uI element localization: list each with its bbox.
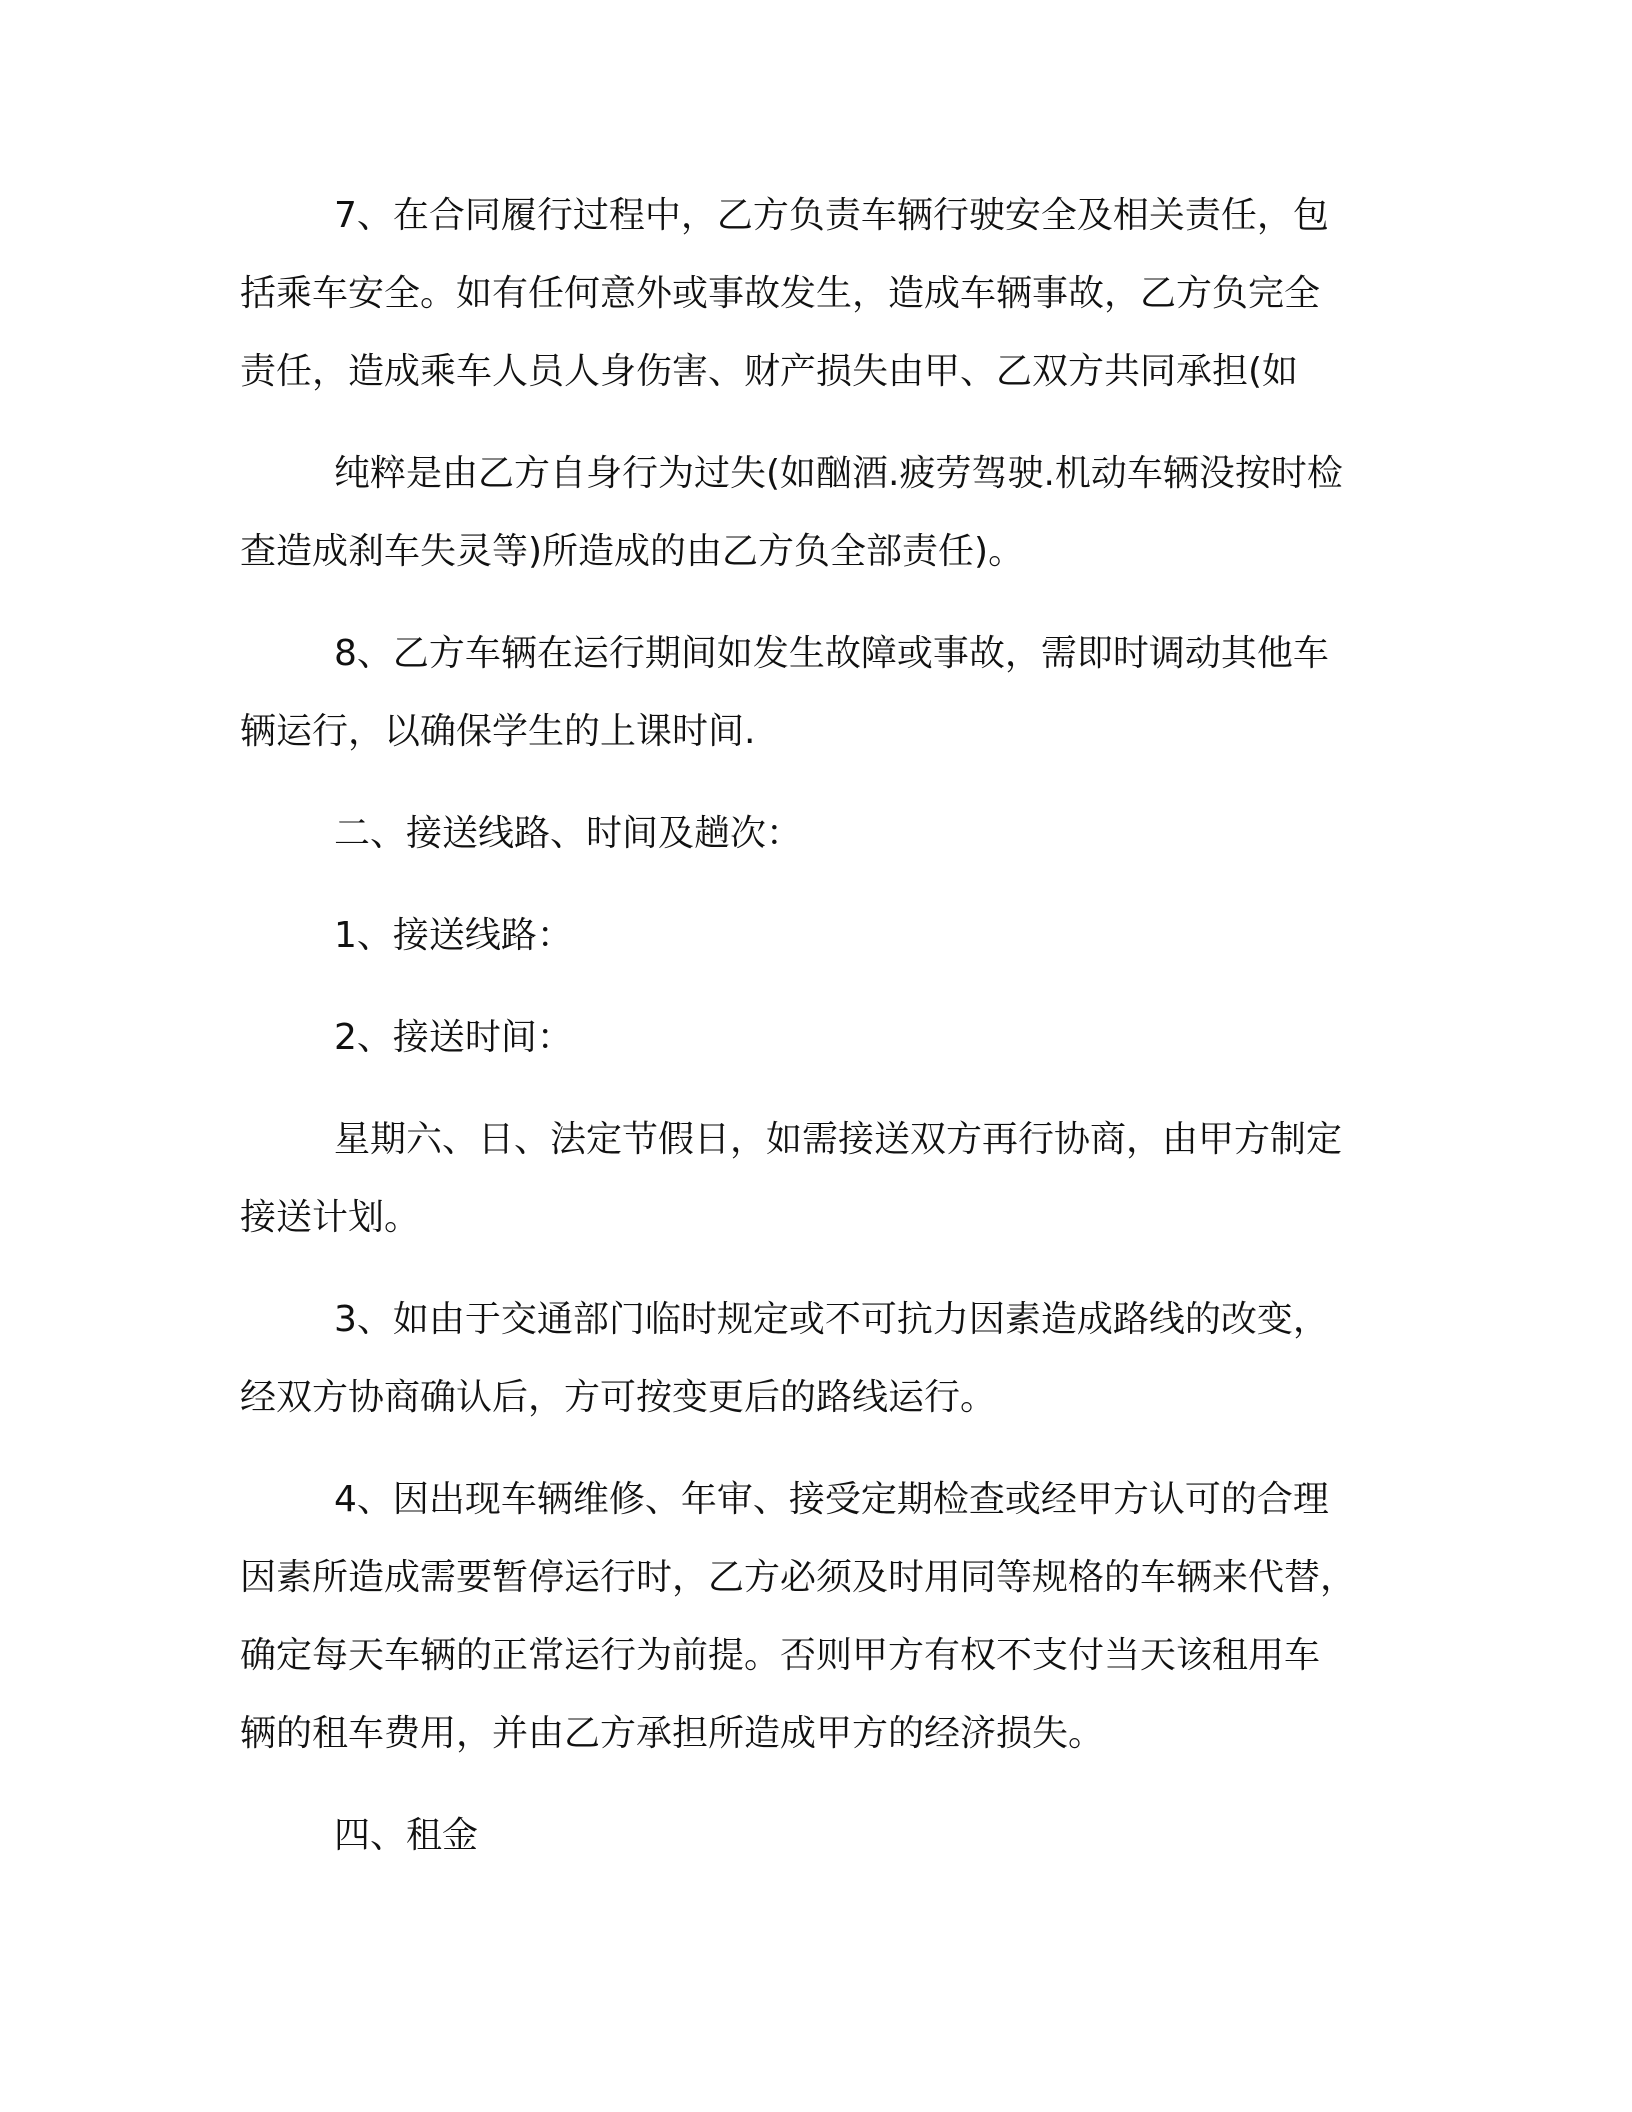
item-4-line-3: 确定每天车辆的正常运行为前提。否则甲方有权不支付当天该租用车 — [240, 1635, 1321, 1676]
item-4-line-2: 因素所造成需要暂停运行时，乙方必须及时用同等规格的车辆来代替， — [240, 1557, 1357, 1598]
weekend-line-2: 接送计划。 — [240, 1197, 421, 1238]
clause-7-note-line-1: 纯粹是由乙方自身行为过失(如酗酒.疲劳驾驶.机动车辆没按时检 — [334, 453, 1343, 494]
clause-7-line-2: 括乘车安全。如有任何意外或事故发生，造成车辆事故，乙方负完全 — [240, 273, 1321, 314]
clause-7-line-1: 7、在合同履行过程中，乙方负责车辆行驶安全及相关责任，包 — [334, 195, 1329, 236]
clause-7-note-line-2: 查造成刹车失灵等)所造成的由乙方负全部责任)。 — [240, 531, 1025, 572]
section-2-heading: 二、接送线路、时间及趟次： — [334, 813, 803, 854]
weekend-line-1: 星期六、日、法定节假日，如需接送双方再行协商，由甲方制定 — [334, 1119, 1343, 1160]
item-1-route: 1、接送线路： — [334, 915, 573, 956]
clause-8-line-2: 辆运行，以确保学生的上课时间. — [240, 711, 756, 752]
item-2-time: 2、接送时间： — [334, 1017, 573, 1058]
clause-7-line-3: 责任，造成乘车人员人身伤害、财产损失由甲、乙双方共同承担(如 — [240, 351, 1299, 392]
item-3-line-1: 3、如由于交通部门临时规定或不可抗力因素造成路线的改变， — [334, 1299, 1329, 1340]
item-3-line-2: 经双方协商确认后，方可按变更后的路线运行。 — [240, 1377, 997, 1418]
clause-8-line-1: 8、乙方车辆在运行期间如发生故障或事故，需即时调动其他车 — [334, 633, 1329, 674]
item-4-line-4: 辆的租车费用，并由乙方承担所造成甲方的经济损失。 — [240, 1713, 1105, 1754]
section-4-heading: 四、租金 — [334, 1815, 479, 1856]
item-4-line-1: 4、因出现车辆维修、年审、接受定期检查或经甲方认可的合理 — [334, 1479, 1329, 1520]
